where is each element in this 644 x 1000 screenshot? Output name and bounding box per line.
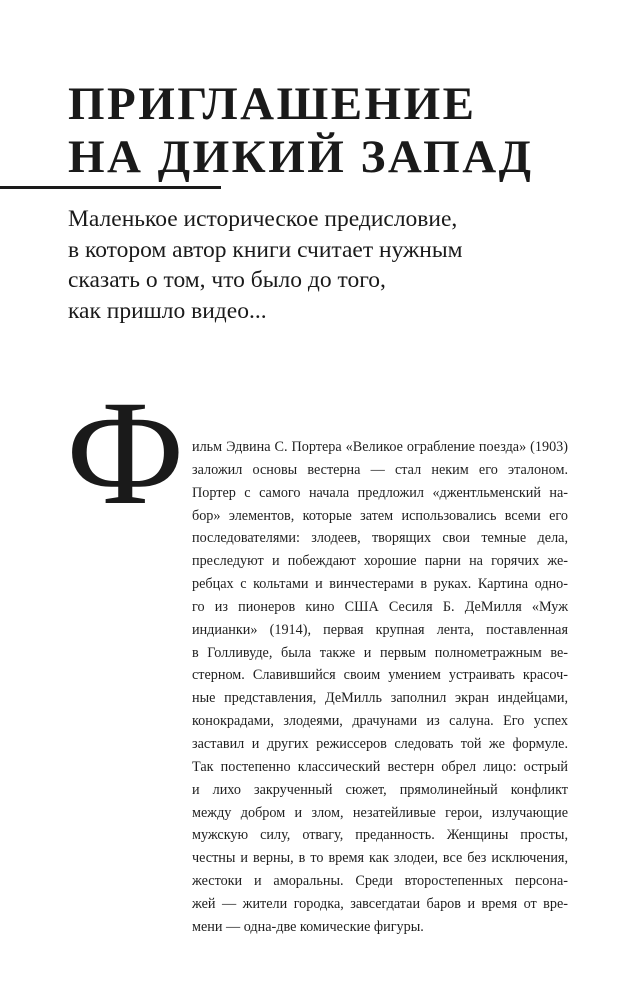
body-line: жестоки и аморальны. Среди второстепенных персона- [192,873,568,890]
body-line: ребцах с кольтами и винчестерами в руках. Картина одно- [192,576,568,593]
subtitle-line-2: в котором автор книги считает нужным [68,236,463,263]
drop-cap-letter: Ф [66,370,185,536]
subtitle-line-4: как пришло видео... [68,297,267,324]
subtitle-line-1: Маленькое историческое предисловие, [68,206,458,232]
body-line: индианки» (1914), первая крупная лента, поставленная [192,621,568,638]
subtitle-line-3: сказать о том, что было до того, [68,267,386,293]
body-line: мужскую силу, отвагу, преданность. Женщины просты, [192,827,568,844]
body-line: го из пионеров кино США Сесиля Б. ДеМилля «Муж [192,598,568,615]
chapter-title-line-1: ПРИГЛАШЕНИЕ [68,78,477,130]
body-line: мени — одна-две комические фигуры. [192,918,424,935]
title-divider [0,186,221,189]
body-line: между добром и злом, незатейливые герои, излучающие [192,804,568,821]
body-line: Так постепенно классический вестерн обрел лицо: острый [192,758,568,775]
body-paragraph [192,436,568,939]
body-line: последователями: злодеев, творящих свои темные дела, [192,530,568,547]
body-line: Портер с самого начала предложил «джентльменский на- [192,484,568,501]
body-line: конокрадами, злодеями, драчунами из салуна. Его успех [192,713,568,730]
body-line: ильм Эдвина С. Портера «Великое ограбление поезда» (1903) [192,439,568,455]
body-line: ные представления, ДеМилль заполнил экран индейцами, [192,690,568,707]
body-line: жей — жители городка, завсегдатаи баров и время от вре- [192,895,568,912]
chapter-subtitle [68,204,628,326]
body-line: заложил основы вестерна — стал неким его эталоном. [192,461,568,478]
body-line: и лихо закрученный сюжет, прямолинейный конфликт [192,781,568,798]
chapter-title-line-2: НА ДИКИЙ ЗАПАД [68,131,534,183]
body-line: бор» элементов, которые затем использовались всеми его [192,507,568,524]
body-line: в Голливуде, была также и первым полнометражным ве- [192,644,568,661]
chapter-title [68,78,628,184]
body-line: честны и верны, в то время как злодеи, все без исключения, [192,850,568,867]
body-line: заставил и других режиссеров следовать той же формуле. [192,735,568,752]
body-line: преследуют и побеждают хорошие парни на горячих же- [192,553,568,570]
body-line: стерном. Славившийся своим умением устраивать красоч- [192,667,568,684]
